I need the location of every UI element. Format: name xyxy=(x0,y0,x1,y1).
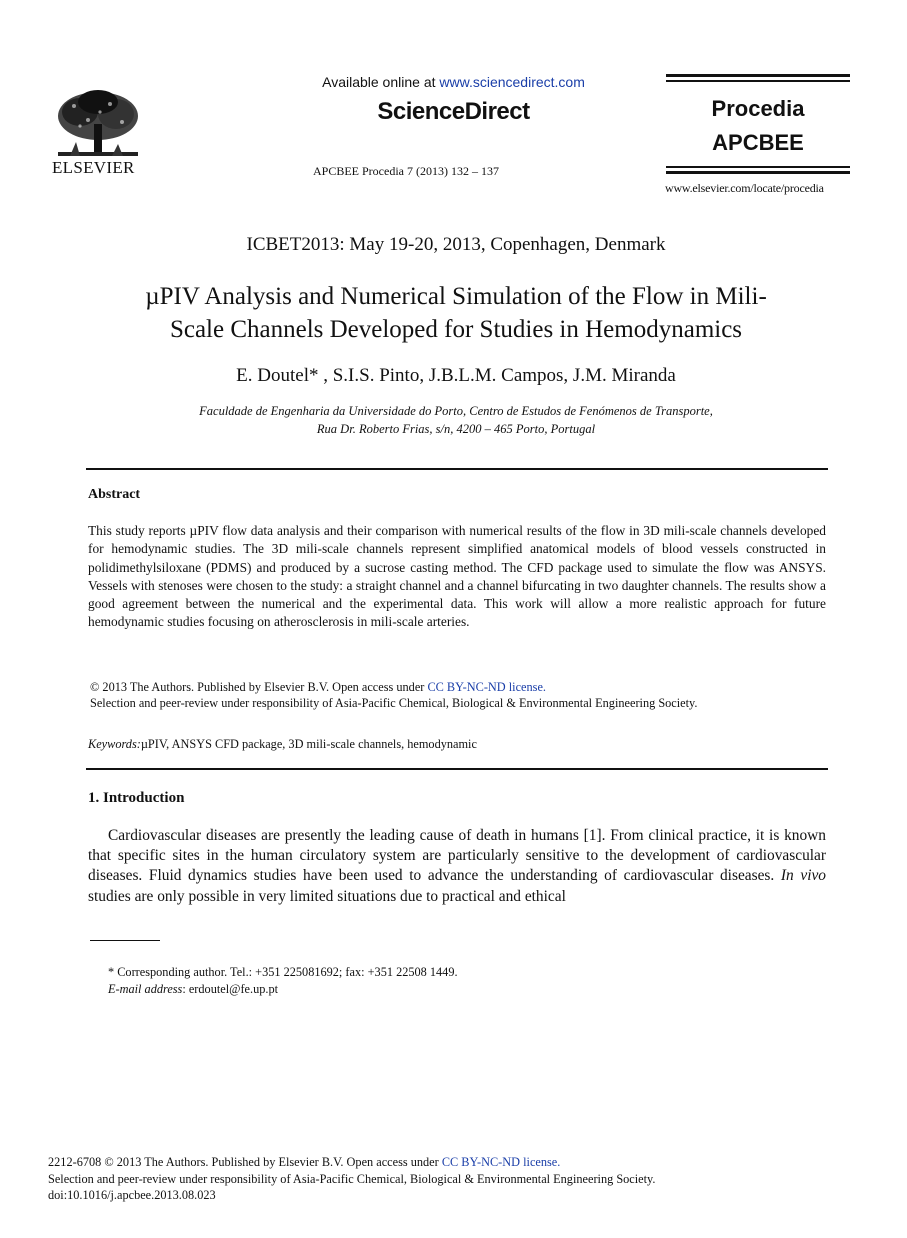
email-value: : erdoutel@fe.up.pt xyxy=(182,982,279,996)
available-prefix: Available online at xyxy=(322,74,440,90)
sciencedirect-link[interactable]: www.sciencedirect.com xyxy=(439,74,585,90)
intro-text-2: studies are only possible in very limited situations due to practical and ethical xyxy=(88,887,566,905)
footer-copyright xyxy=(48,1154,655,1171)
page-footer xyxy=(48,1154,655,1204)
intro-italic: In vivo xyxy=(780,867,826,885)
title-line-1: µPIV Analysis and Numerical Simulation of the Flow in Mili- xyxy=(145,283,767,310)
footnote-email xyxy=(108,981,458,998)
footer-doi[interactable]: doi:10.1016/j.apcbee.2013.08.023 xyxy=(48,1188,216,1202)
journal-name-line2: APCBEE xyxy=(712,130,804,155)
email-label: E-mail address xyxy=(108,982,183,996)
copyright-block xyxy=(90,679,697,711)
copyright-line xyxy=(90,679,697,695)
elsevier-wordmark: ELSEVIER xyxy=(52,158,135,177)
section-heading-introduction: 1. Introduction xyxy=(88,790,185,806)
abstract-bottom-rule xyxy=(86,768,828,770)
journal-url[interactable]: www.elsevier.com/locate/procedia xyxy=(665,181,824,195)
footnote-rule xyxy=(90,940,160,941)
footer-license-link[interactable]: CC BY-NC-ND license. xyxy=(441,1155,561,1169)
affiliation-line-1: Faculdade de Engenharia da Universidade do Porto, Centro de Estudos de Fenómenos de Transporte, xyxy=(199,404,713,418)
license-link[interactable]: CC BY-NC-ND license. xyxy=(427,680,546,694)
footer-peer-review: Selection and peer-review under responsibility of Asia-Pacific Chemical, Biological & Environmental Engineering Society. xyxy=(48,1171,656,1186)
affiliation xyxy=(90,402,822,438)
title-line-2: Scale Channels Developed for Studies in Hemodynamics xyxy=(169,316,743,343)
keywords-line xyxy=(88,737,477,752)
procedia-logo xyxy=(666,74,850,176)
keywords-text: µPIV, ANSYS CFD package, 3D mili-scale channels, hemodynamic xyxy=(140,737,477,751)
authors: E. Doutel* , S.I.S. Pinto, J.B.L.M. Campos, J.M. Miranda xyxy=(236,365,676,386)
peer-review-line: Selection and peer-review under responsibility of Asia-Pacific Chemical, Biological & Environmental Engineering Society. xyxy=(90,696,698,710)
abstract-heading: Abstract xyxy=(88,487,141,502)
abstract-text: This study reports µPIV flow data analysis and their comparison with numerical results of the flow in 3D mili-scale channels developed for hemodynamic studies. The 3D mili-scale channels represent simplified anatomical models of blood vessels constructed in polidimethylsiloxane (PDMS) and produced by a sucrose casting method. The CFD package used to simulate the flow was ANSYS. Vessels with stenoses were chosen to the study: a straight channel and a channel bifurcating in two daughter channels. The results show a good agreement between the numerical and the experimental data. This work will allow a more realistic approach for future hemodynamic studies focusing on atherosclerosis in mili-scale arteries. xyxy=(88,523,826,630)
journal-name-line1: Procedia xyxy=(711,96,805,121)
conference-line: ICBET2013: May 19-20, 2013, Copenhagen, Denmark xyxy=(246,234,666,255)
introduction-paragraph xyxy=(88,826,826,907)
affiliation-line-2: Rua Dr. Roberto Frias, s/n, 4200 – 465 Porto, Portugal xyxy=(316,422,596,436)
intro-text-1: Cardiovascular diseases are presently the leading cause of death in humans [1]. From clinical practice, it is known that specific sites in the human circulatory system are particularly sensitive to the development of cardiovascular diseases. Fluid dynamics studies have been used to advance the understanding of cardiovascular diseases. xyxy=(88,827,826,885)
sciencedirect-brand: ScienceDirect xyxy=(377,98,530,125)
keywords-label: Keywords: xyxy=(88,737,141,751)
paper-title xyxy=(90,280,822,346)
footer-copyright-text: 2212-6708 © 2013 The Authors. Published by Elsevier B.V. Open access under xyxy=(48,1155,442,1169)
footnote-corresponding: * Corresponding author. Tel.: +351 225081692; fax: +351 22508 1449. xyxy=(108,965,458,979)
journal-citation: APCBEE Procedia 7 (2013) 132 – 137 xyxy=(313,164,499,178)
footnotes xyxy=(108,964,458,998)
abstract-top-rule xyxy=(86,468,828,470)
copyright-text: © 2013 The Authors. Published by Elsevier B.V. Open access under xyxy=(90,680,428,694)
